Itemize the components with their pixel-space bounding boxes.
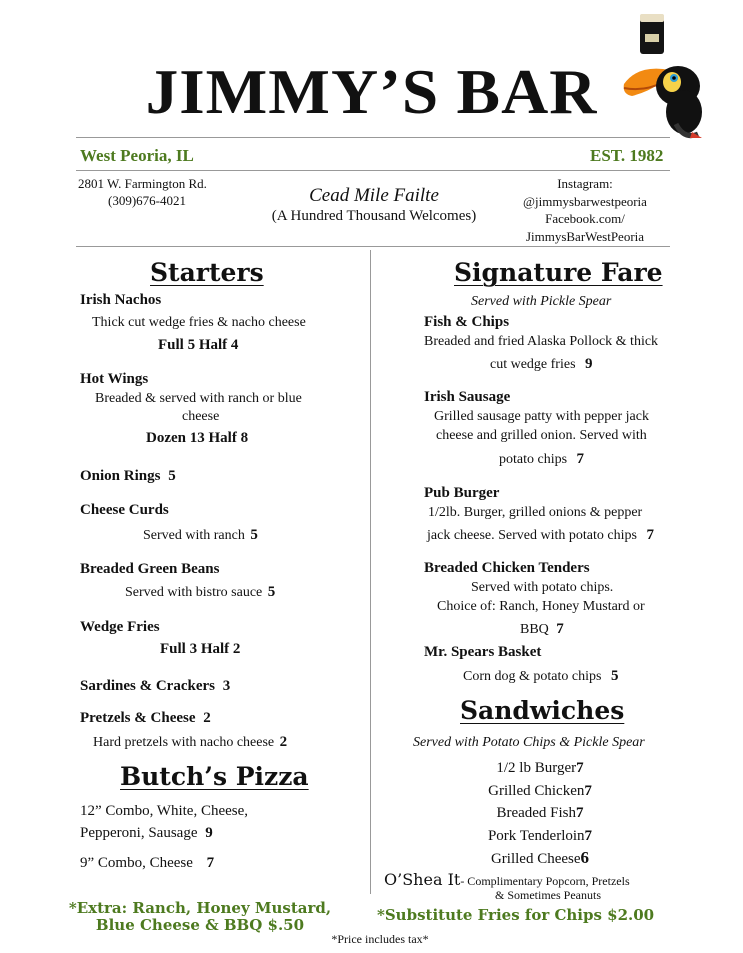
substitute-fries-note: *Substitute Fries for Chips $2.00	[377, 906, 655, 924]
fish-chips-desc-2-text: cut wedge fries	[490, 357, 576, 372]
sandwich-price: 6	[580, 848, 590, 867]
oshea-it-desc-2: & Sometimes Peanuts	[495, 888, 601, 902]
onion-rings-name	[80, 468, 176, 485]
tenders-desc-1: Served with potato chips.	[471, 580, 614, 595]
signature-subtitle: Served with Pickle Spear	[471, 294, 612, 309]
wedge-fries-name: Wedge Fries	[80, 619, 160, 635]
onion-rings-label: Onion Rings	[80, 468, 161, 484]
oshea-it-line	[384, 870, 630, 890]
sandwich-name: Grilled Cheese	[490, 851, 581, 867]
location-label: West Peoria, IL	[80, 146, 194, 165]
cheese-curds-desc	[143, 527, 258, 544]
sandwich-name: Breaded Fish	[496, 805, 577, 821]
sandwich-name: Pork Tenderloin	[487, 827, 585, 844]
wedge-fries-price: Full 3 Half 2	[160, 641, 241, 657]
pretzels-desc-text: Hard pretzels with nacho cheese	[93, 735, 275, 750]
cheese-curds-name: Cheese Curds	[80, 502, 169, 518]
sandwich-name: Grilled Chicken	[488, 782, 585, 799]
sandwich-price: 7	[576, 805, 584, 821]
irish-sausage-desc-3	[499, 451, 584, 468]
green-beans-price: 5	[267, 584, 276, 600]
irish-sausage-desc-2: cheese and grilled onion. Served with	[436, 428, 647, 443]
toucan-with-pint-icon	[618, 12, 710, 142]
extra-sauces-note	[60, 900, 340, 934]
oshea-it-desc-1: - Complimentary Popcorn, Pretzels	[460, 874, 630, 888]
green-beans-desc-text: Served with bistro sauce	[125, 585, 263, 600]
pizza-heading: Butch’s Pizza	[120, 762, 309, 791]
sandwich-item	[420, 802, 660, 825]
fish-chips-price: 9	[585, 356, 593, 372]
spears-basket-desc-text: Corn dog & potato chips	[463, 669, 602, 684]
sandwich-item	[420, 847, 660, 871]
sardines-name	[80, 678, 230, 695]
sandwich-price: 7	[584, 782, 592, 799]
green-beans-name: Breaded Green Beans	[80, 561, 220, 577]
irish-nachos-price: Full 5 Half 4	[158, 337, 239, 353]
pretzels-desc	[93, 734, 287, 751]
spears-basket-name: Mr. Spears Basket	[424, 644, 542, 660]
pub-burger-desc-1: 1/2lb. Burger, grilled onions & pepper	[428, 505, 643, 520]
tax-note: *Price includes tax*	[331, 932, 429, 946]
header-divider-bottom	[76, 246, 670, 247]
fish-chips-desc-2	[490, 356, 593, 373]
pretzels-label: Pretzels & Cheese	[80, 710, 196, 726]
tenders-desc-3	[520, 621, 564, 638]
instagram-label: Instagram:	[557, 176, 613, 191]
sandwich-item	[420, 825, 660, 848]
irish-nachos-desc: Thick cut wedge fries & nacho cheese	[92, 315, 306, 330]
tenders-desc-3-text: BBQ	[520, 622, 549, 637]
hot-wings-desc-1: Breaded & served with ranch or blue	[95, 391, 302, 406]
irish-sausage-desc-1: Grilled sausage patty with pepper jack	[434, 409, 649, 424]
pizza-12-line-1: 12” Combo, White, Cheese,	[80, 803, 249, 819]
sandwich-item	[420, 757, 660, 780]
sandwich-price: 7	[576, 760, 584, 776]
pizza-12-line-2	[80, 825, 213, 842]
instagram-handle[interactable]: @jimmysbarwestpeoria	[523, 193, 647, 209]
irish-nachos-name: Irish Nachos	[80, 292, 162, 308]
green-beans-desc	[125, 584, 275, 601]
sandwich-name: 1/2 lb Burger	[496, 760, 577, 776]
pizza-9-text: 9” Combo, Cheese	[80, 855, 193, 871]
hot-wings-name: Hot Wings	[80, 371, 149, 387]
hot-wings-desc-2: cheese	[182, 409, 220, 424]
pizza-9-price: 7	[206, 855, 215, 871]
hot-wings-price: Dozen 13 Half 8	[146, 430, 249, 446]
irish-sausage-desc-3-text: potato chips	[499, 452, 568, 467]
fish-chips-name: Fish & Chips	[424, 314, 510, 330]
facebook-label: Facebook.com/	[545, 211, 625, 226]
spears-basket-price: 5	[610, 668, 619, 684]
pub-burger-price: 7	[646, 527, 654, 543]
tenders-desc-2: Choice of: Ranch, Honey Mustard or	[437, 599, 645, 614]
pub-burger-desc-2	[427, 527, 654, 544]
pizza-12-line-2-text: Pepperoni, Sausage	[80, 825, 198, 841]
cheese-curds-price: 5	[250, 527, 258, 543]
irish-sausage-name: Irish Sausage	[424, 389, 511, 405]
established-label: EST. 1982	[590, 146, 664, 165]
sandwich-list	[420, 757, 660, 871]
sardines-label: Sardines & Crackers	[80, 678, 215, 694]
sardines-price: 3	[222, 678, 231, 694]
pizza-9-line	[80, 855, 214, 872]
sandwich-price: 7	[584, 827, 593, 844]
sandwiches-heading: Sandwiches	[460, 696, 625, 725]
pub-burger-desc-2-text: jack cheese. Served with potato chips	[427, 528, 637, 543]
pub-burger-name: Pub Burger	[424, 485, 500, 501]
pretzels-desc-price: 2	[279, 734, 288, 750]
irish-sausage-price: 7	[576, 451, 585, 467]
starters-heading: Starters	[150, 258, 264, 287]
pretzels-price: 2	[203, 710, 211, 726]
social-links	[500, 175, 670, 245]
header-divider-top	[76, 137, 670, 138]
signature-heading: Signature Fare	[454, 258, 663, 287]
pretzels-name	[80, 710, 211, 727]
onion-rings-price: 5	[168, 468, 176, 484]
sandwich-item	[420, 780, 660, 803]
oshea-it-name: O’Shea It	[384, 870, 461, 889]
fish-chips-desc-1: Breaded and fried Alaska Pollock & thick	[424, 334, 659, 349]
bar-name-title: JIMMY’S BAR	[145, 56, 598, 127]
sandwiches-subtitle: Served with Potato Chips & Pickle Spear	[413, 735, 645, 750]
column-divider	[370, 250, 371, 894]
extra-sauces-line-2: Blue Cheese & BBQ $.50	[95, 916, 305, 934]
facebook-handle[interactable]: JimmysBarWestPeoria	[525, 228, 645, 244]
cheese-curds-desc-text: Served with ranch	[143, 528, 245, 543]
tenders-price: 7	[556, 621, 564, 637]
pizza-12-price: 9	[205, 825, 213, 841]
greeting-text: Cead Mile Failte	[309, 185, 439, 206]
spears-basket-desc	[463, 668, 618, 685]
tenders-name: Breaded Chicken Tenders	[424, 560, 590, 576]
header-divider-middle	[76, 170, 670, 171]
address-line: 2801 W. Farmington Rd.	[78, 176, 207, 191]
extra-sauces-line-1: *Extra: Ranch, Honey Mustard,	[68, 899, 332, 917]
phone-number: (309)676-4021	[108, 193, 186, 208]
greeting-translation: (A Hundred Thousand Welcomes)	[271, 208, 477, 224]
